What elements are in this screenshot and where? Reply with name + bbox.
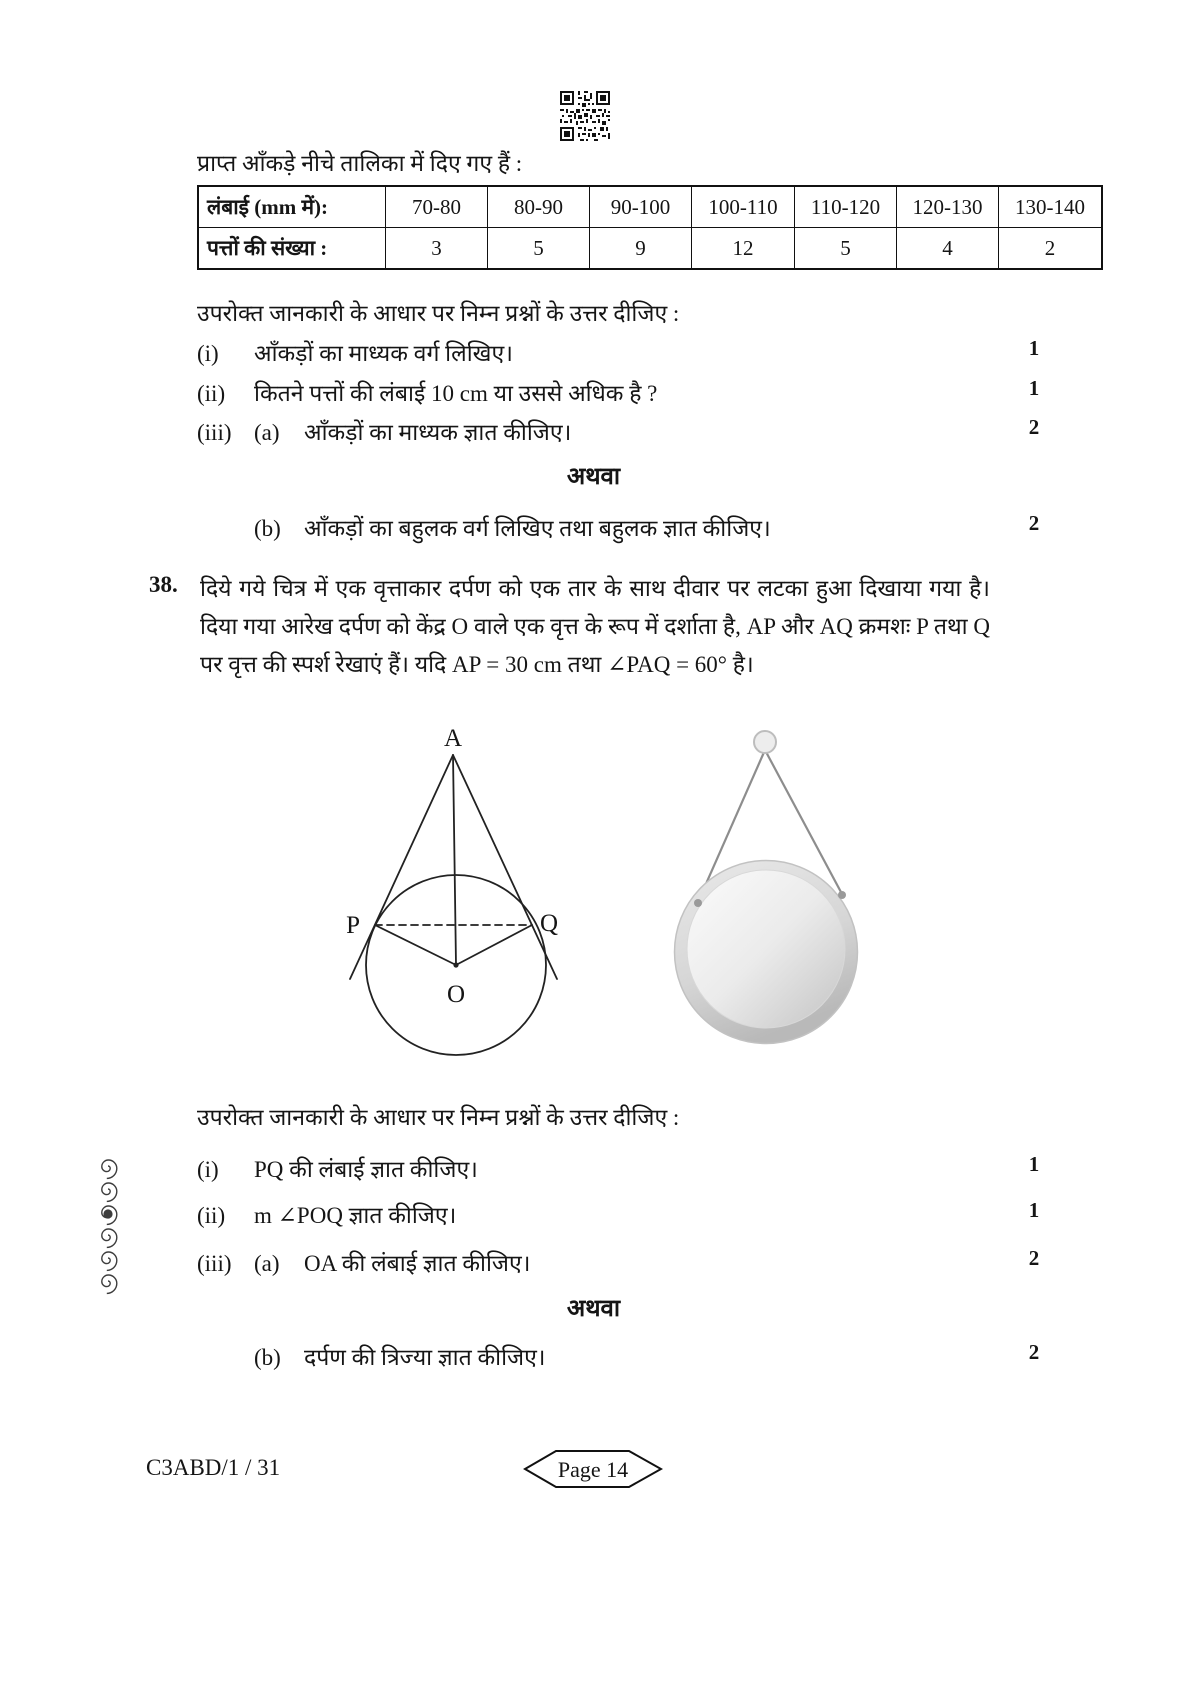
question-row-iii-a: [197, 1246, 997, 1278]
table-cell: 100-110: [692, 186, 795, 228]
frequency-table: [197, 185, 1103, 270]
diagram-label-p: P: [346, 912, 360, 939]
table-cell: 12: [692, 228, 795, 270]
table-cell: 90-100: [590, 186, 692, 228]
or-separator: अथवा: [566, 1296, 621, 1322]
table-cell: 3: [386, 228, 488, 270]
spiral-icon: [102, 1229, 117, 1247]
question-row-ii: [197, 1198, 997, 1230]
table-row-lengths: [198, 186, 1102, 228]
center-point: [453, 962, 458, 967]
marks-value: 2: [1028, 1340, 1040, 1364]
followup-text: उपरोक्त जानकारी के आधार पर निम्न प्रश्नों के उत्तर दीजिए :: [197, 301, 680, 326]
question-text: आँकड़ों का बहुलक वर्ग लिखिए तथा बहुलक ज्ञात कीजिए।: [304, 516, 771, 541]
question-38-number: 38.: [149, 572, 178, 597]
marks-value: 1: [1028, 1152, 1040, 1176]
followup-text: उपरोक्त जानकारी के आधार पर निम्न प्रश्नों के उत्तर दीजिए :: [197, 1105, 680, 1130]
question-number: (ii): [197, 1203, 226, 1228]
row-header-length: लंबाई (mm में):: [198, 186, 386, 228]
table-cell: 4: [897, 228, 999, 270]
page-number-text: Page 14: [557, 1457, 629, 1482]
tangent-circle-diagram: [290, 710, 620, 1062]
margin-spiral-marks: [91, 1154, 127, 1302]
question-text: कितने पत्तों की लंबाई 10 cm या उससे अधिक है ?: [254, 381, 658, 406]
question-subnumber: (b): [254, 1345, 281, 1370]
spiral-icon: [102, 1183, 117, 1201]
intro-lead-text: प्राप्त आँकड़े नीचे तालिका में दिए गए हैं :: [197, 151, 523, 176]
or-separator: अथवा: [566, 464, 621, 490]
table-cell: 2: [999, 228, 1103, 270]
marks-value: 1: [1028, 1198, 1040, 1222]
table-cell: 5: [795, 228, 897, 270]
question-subnumber: (a): [254, 1251, 280, 1276]
question-text: आँकड़ों का माध्यक ज्ञात कीजिए।: [304, 420, 572, 445]
diagram-label-o: O: [446, 981, 466, 1008]
question-text: आँकड़ों का माध्यक वर्ग लिखिए।: [254, 341, 513, 366]
hanging-mirror-illustration: [630, 700, 910, 1060]
wall-peg: [754, 731, 776, 753]
question-number: (iii): [197, 1251, 232, 1276]
wire-attachment-left: [694, 899, 702, 907]
question-row-iii-a: [197, 415, 997, 447]
question-38-body: दिये गये चित्र में एक वृत्ताकार दर्पण को एक तार के साथ दीवार पर लटका हुआ दिखाया गया है। दिया गया आरेख दर्पण को केंद्र O वाले एक वृत्त के रूप में दर्शाता है, AP और AQ क्रमशः P तथा Q पर वृत्त की स्पर्श रेखाएं हैं। यदि AP = 30 cm तथा ∠PAQ = 60° है।: [200, 576, 990, 677]
wire-attachment-right: [838, 891, 846, 899]
qr-code: [560, 91, 610, 141]
marks-value: 2: [1028, 415, 1040, 439]
question-number: (iii): [197, 420, 232, 445]
question-number: (i): [197, 1157, 219, 1182]
question-row-ii: [197, 376, 997, 408]
paper-code: C3ABD/1 / 31: [146, 1455, 281, 1480]
marks-value: 1: [1028, 376, 1040, 400]
question-text: PQ की लंबाई ज्ञात कीजिए।: [254, 1157, 478, 1182]
table-cell: 9: [590, 228, 692, 270]
table-cell: 5: [488, 228, 590, 270]
spiral-icon: [102, 1160, 117, 1178]
table-cell: 120-130: [897, 186, 999, 228]
diagram-label-q: Q: [540, 910, 559, 937]
table-cell: 130-140: [999, 186, 1103, 228]
question-subnumber: (b): [254, 516, 281, 541]
table-cell: 80-90: [488, 186, 590, 228]
question-subnumber: (a): [254, 420, 280, 445]
page-number-badge: [523, 1448, 663, 1490]
table-cell: 70-80: [386, 186, 488, 228]
question-row-i: [197, 336, 997, 368]
question-text: दर्पण की त्रिज्या ज्ञात कीजिए।: [304, 1345, 546, 1370]
marks-value: 1: [1028, 336, 1040, 360]
table-cell: 110-120: [795, 186, 897, 228]
question-number: (i): [197, 341, 219, 366]
question-row-i: [197, 1152, 997, 1184]
marks-value: 2: [1028, 511, 1040, 535]
spiral-icon: [102, 1275, 117, 1293]
marks-value: 2: [1028, 1246, 1040, 1270]
row-header-count: पत्तों की संख्या :: [198, 228, 386, 270]
spiral-icon-filled: [102, 1206, 117, 1224]
question-text: m ∠POQ ज्ञात कीजिए।: [254, 1203, 457, 1228]
question-number: (ii): [197, 381, 226, 406]
mirror-glass: [687, 870, 845, 1028]
diagram-label-a: A: [443, 725, 463, 752]
spiral-icon: [102, 1252, 117, 1270]
question-text: OA की लंबाई ज्ञात कीजिए।: [304, 1251, 531, 1276]
question-row-b: [254, 511, 1054, 543]
table-row-counts: [198, 228, 1102, 270]
question-row-b: [254, 1340, 1054, 1372]
